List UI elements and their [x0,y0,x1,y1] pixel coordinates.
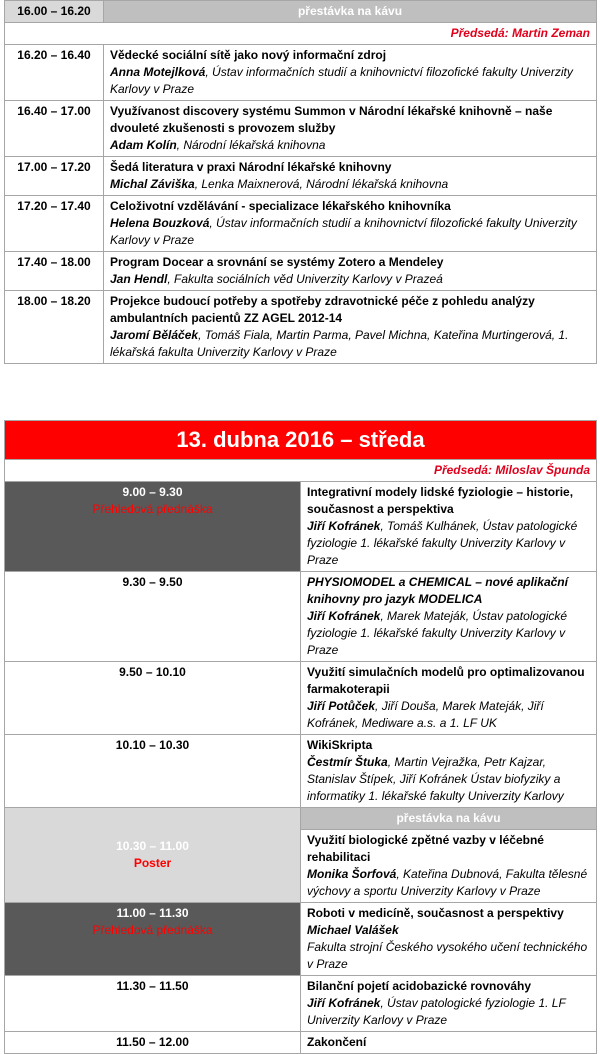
talk-time: 9.50 – 10.10 [5,662,301,735]
talk-cell [104,291,597,364]
talk-speakers: Adam Kolín, Národní lékařská knihovna [110,138,326,152]
talk-cell [301,830,597,903]
table-row [5,735,597,808]
talk-time: 16.20 – 16.40 [5,45,104,101]
table-row [5,1032,597,1054]
coffee-break-row [5,808,597,830]
talk-title: Využívanost discovery systému Summon v Národní lékařské knihovně – naše dvouleté zkušenosti s provozem služby [110,104,553,135]
table-row [5,903,597,976]
talk-speakers: Jiří Potůček, Jiří Douša, Marek Mateják, Jiří Kofránek, Mediware a.s. a 1. LF UK [307,699,544,730]
talk-time: 10.30 – 11.00 Poster [5,808,301,903]
talk-cell [301,662,597,735]
talk-speakers: Jiří Kofránek, Marek Mateják, Ústav patologické fyziologie 1. lékařské fakulty Univerzity Karlovy v Praze [307,609,568,657]
table-row [5,291,597,364]
table-row [5,157,597,196]
talk-title: Zakončení [307,1035,367,1049]
table-row [5,572,597,662]
talk-speakers: Michael Valášek Fakulta strojní Českého vysokého učení technického v Praze [307,923,588,971]
talk-title: Využití biologické zpětné vazby v léčebné rehabilitaci [307,833,544,864]
talk-cell [104,157,597,196]
talk-speakers: Monika Šorfová, Kateřina Dubnová, Fakulta tělesné výchovy a sportu Univerzity Karlovy v Praze [307,867,588,898]
talk-time: 18.00 – 18.20 [5,291,104,364]
talk-time: 11.00 – 11.30 Přehledová přednáška [5,903,301,976]
talk-cell [104,101,597,157]
table-row [5,252,597,291]
talk-title: Celoživotní vzdělávání - specializace lékařského knihovníka [110,199,451,213]
talk-time: 17.00 – 17.20 [5,157,104,196]
chair-row [5,460,597,482]
talk-time: 10.10 – 10.30 [5,735,301,808]
talk-title: Vědecké sociální sítě jako nový informační zdroj [110,48,387,62]
break-label: přestávka na kávu [301,808,597,830]
talk-time: 17.20 – 17.40 [5,196,104,252]
break-time: 16.00 – 16.20 [5,1,104,23]
table-row [5,45,597,101]
talk-title: Bilanční pojetí acidobazické rovnováhy [307,979,532,993]
schedule-day1 [4,0,597,364]
chair-row [5,23,597,45]
talk-type-tag: Přehledová přednáška [92,502,213,516]
talk-speakers: Jiří Kofránek, Ústav patologické fyziologie 1. LF Univerzity Karlovy v Praze [307,996,566,1027]
talk-time: 11.50 – 12.00 [5,1032,301,1054]
break-label: přestávka na kávu [104,1,597,23]
talk-speakers: Čestmír Štuka, Martin Vejražka, Petr Kajzar, Stanislav Štípek, Jiří Kofránek Ústav biofyziky a informatiky 1. lékařské fakulty Univerzity Karlovy [307,755,564,803]
talk-cell [301,903,597,976]
talk-speakers: Anna Motejlková, Ústav informačních studií a knihovnictví filozofické fakulty Univerzity Karlovy v Praze [110,65,573,96]
table-row [5,196,597,252]
talk-time: 9.30 – 9.50 [5,572,301,662]
talk-speakers: Jaromí Běláček, Tomáš Fiala, Martin Parma, Pavel Michna, Kateřina Murtingerová, 1. lékařská fakulta Univerzity Karlovy v Praze [110,328,569,359]
talk-cell [301,572,597,662]
talk-title: Projekce budoucí potřeby a spotřeby zdravotnické péče z pohledu analýzy ambulantních pacientů ZZ AGEL 2012-14 [110,294,535,325]
talk-cell [104,196,597,252]
talk-type-tag: Poster [133,856,172,870]
table-row [5,101,597,157]
talk-title: Roboti v medicíně, současnost a perspektivy [307,906,564,920]
talk-title: Šedá literatura v praxi Národní lékařské knihovny [110,160,392,174]
talk-cell [301,482,597,572]
table-row [5,482,597,572]
talk-cell [301,735,597,808]
talk-title: Integrativní modely lidské fyziologie – historie, současnost a perspektiva [307,485,574,516]
talk-title: PHYSIOMODEL a CHEMICAL – nové aplikační knihovny pro jazyk MODELICA [307,575,568,606]
session-chair: Předsedá: Miloslav Špunda [5,460,597,482]
talk-speakers: Jan Hendl, Fakulta sociálních věd Univerzity Karlovy v Prazeá [110,272,443,286]
schedule-day2 [4,420,597,1054]
talk-title: Program Docear a srovnání se systémy Zotero a Mendeley [110,255,444,269]
talk-speakers: Jiří Kofránek, Tomáš Kulhánek, Ústav patologické fyziologie 1. lékařské fakulty Univerzity Karlovy v Praze [307,519,578,567]
talk-title: Využití simulačních modelů pro optimalizovanou farmakoterapii [307,665,585,696]
talk-type-tag: Přehledová přednáška [92,923,213,937]
talk-cell [104,252,597,291]
talk-time: 9.00 – 9.30 Přehledová přednáška [5,482,301,572]
talk-speakers: Michal Záviška, Lenka Maixnerová, Národní lékařská knihovna [110,177,449,191]
talk-time: 11.30 – 11.50 [5,976,301,1032]
day-heading: 13. dubna 2016 – středa [5,421,597,460]
talk-title: WikiSkripta [307,738,373,752]
talk-cell [104,45,597,101]
table-row [5,976,597,1032]
talk-cell [301,1032,597,1054]
talk-cell [301,976,597,1032]
table-row [5,662,597,735]
talk-time: 17.40 – 18.00 [5,252,104,291]
coffee-break-row [5,1,597,23]
section-gap [0,364,600,420]
day-heading-row [5,421,597,460]
talk-speakers: Helena Bouzková, Ústav informačních studií a knihovnictví filozofické fakulty Univerzity Karlovy v Praze [110,216,577,247]
session-chair: Předsedá: Martin Zeman [5,23,597,45]
talk-time: 16.40 – 17.00 [5,101,104,157]
